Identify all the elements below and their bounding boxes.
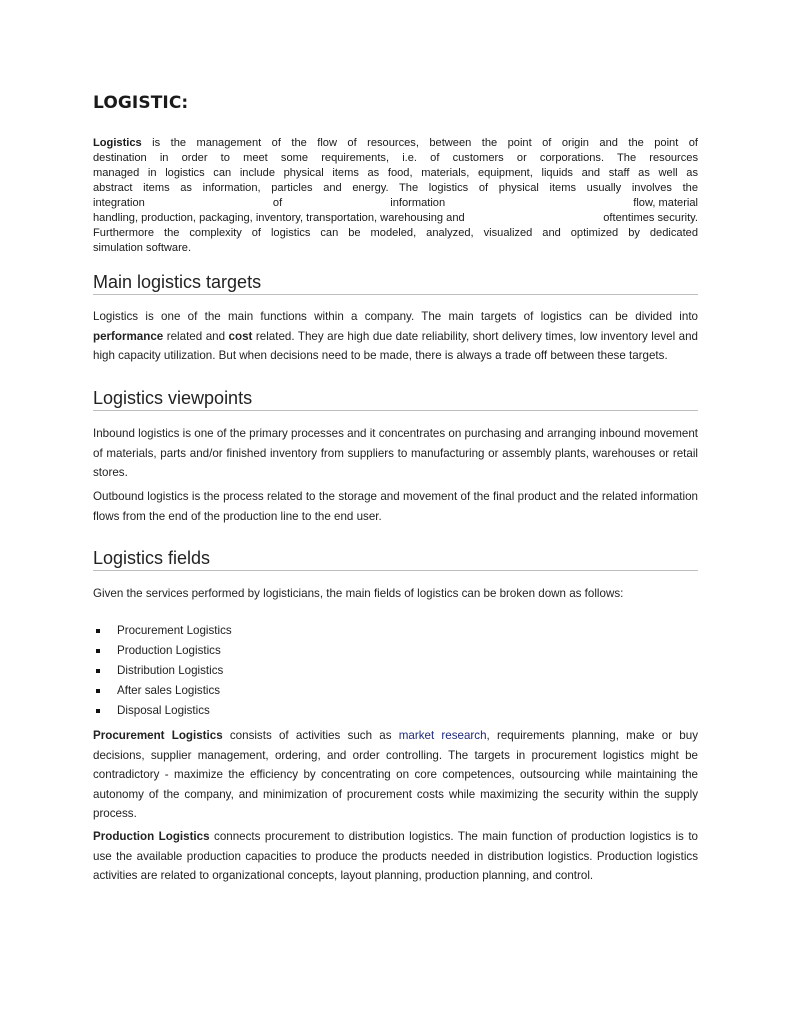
bullet-icon xyxy=(96,629,100,633)
bullet-icon xyxy=(96,649,100,653)
heading-main-targets: Main logistics targets xyxy=(93,271,698,295)
page-title: LOGISTIC: xyxy=(93,93,189,113)
bullet-icon xyxy=(96,669,100,673)
fields-intro: Given the services performed by logisticians, the main fields of logistics can be broken down as follows: xyxy=(93,587,624,600)
intro-paragraph: Logistics is the management of the flow of resources, between the point of origin and the point of destination in order to meet some requirements, i.e. of customers or corporations. The resources managed in logistics can include physical items as food, materials, equipment, liquids and staff as well as abstract items as information, particles and energy. The logistics of physical items usually involves the integration of information flow, material handling, production, packaging, inventory, transportation, warehousing and oftentimes security. Furthermore the complexity of logistics can be modeled, analyzed, visualized and optimized by dedicated simulation software. xyxy=(93,137,698,254)
bullet-icon xyxy=(96,709,100,713)
heading-viewpoints: Logistics viewpoints xyxy=(93,387,698,411)
bullet-icon xyxy=(96,689,100,693)
heading-fields: Logistics fields xyxy=(93,547,698,571)
market-research-link[interactable]: market research xyxy=(398,729,487,742)
production-paragraph: Production Logistics connects procurement to distribution logistics. The main function of production logistics is to use the available production capacities to produce the products needed in distribution logistics. Production logistics activities are related to organizational concepts, layout planning, production planning, and control. xyxy=(93,830,698,882)
intro-term: Logistics xyxy=(93,137,142,149)
procurement-paragraph: Procurement Logistics consists of activities such as market research, requirements planning, make or buy decisions, supplier management, ordering, and order controlling. The targets in procurement logistics might be contradictory - maximize the efficiency by concentrating on core competences, outsourcing while maintaining the autonomy of the company, and minimization of procurement costs while maximizing the security within the supply process. xyxy=(93,729,698,820)
outbound-paragraph: Outbound logistics is the process related to the storage and movement of the final product and the related information flows from the end of the production line to the end user. xyxy=(93,490,698,523)
inbound-paragraph: Inbound logistics is one of the primary processes and it concentrates on purchasing and arranging inbound movement of materials, parts and/or finished inventory from suppliers to manufacturing or assembly plants, warehouses or retail stores. xyxy=(93,427,698,479)
targets-paragraph: Logistics is one of the main functions within a company. The main targets of logistics can be divided into performance related and cost related. They are high due date reliability, short delivery times, low inventory level and high capacity utilization. But when decisions need to be made, there is always a trade off between these targets. xyxy=(93,310,698,362)
